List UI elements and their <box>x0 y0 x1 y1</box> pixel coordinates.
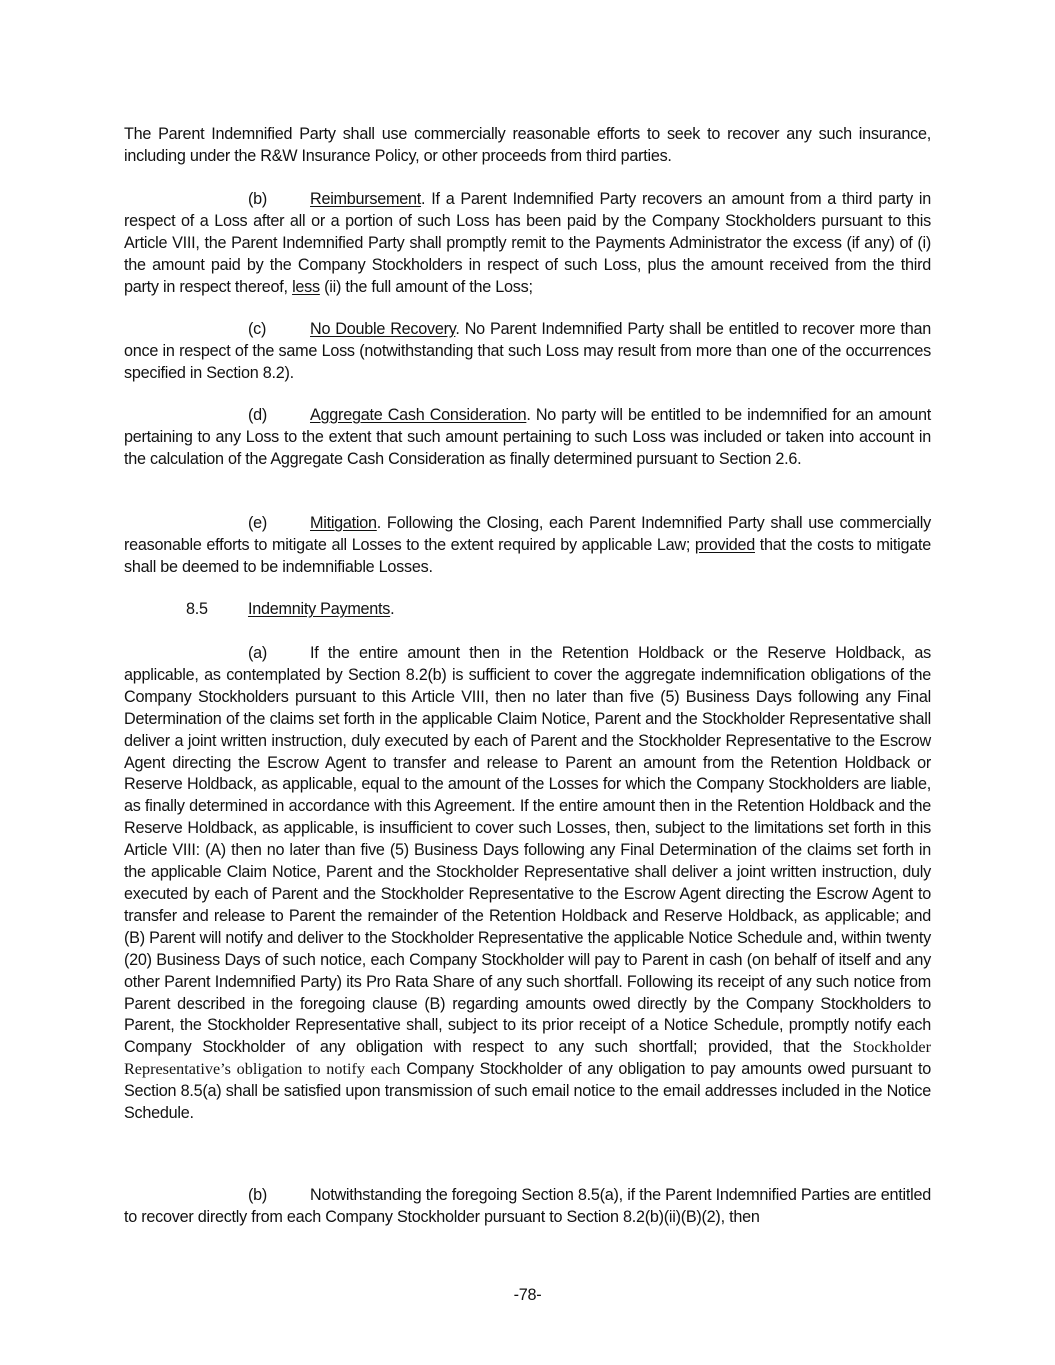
reimbursement-text-2: (ii) the full amount of the Loss; <box>319 277 533 296</box>
section-title-period: . <box>390 600 395 618</box>
page-number: -78- <box>513 1286 542 1304</box>
section-number: 8.5 <box>186 600 208 618</box>
clause-label-c: (c) <box>248 320 267 338</box>
paragraph-indemnity-b <box>124 1185 931 1229</box>
paragraph-intro <box>124 124 931 168</box>
clause-label-8-5-b: (b) <box>248 1186 268 1204</box>
indemnity-a-text-1: If the entire amount then in the Retention Holdback or the Reserve Holdback, as applicable, as contemplated by Section 8.2(b) is sufficient to cover the aggregate indemnification obligations of the Company Stockholders pursuant to this Article VIII, then no later than five (5) Business Days following any Final Determination of the claims set forth in the applicable Claim Notice, Parent and the Stockholder Representative shall deliver a joint written instruction, duly executed by each of Parent and the Stockholder Representative to the Escrow Agent directing the Escrow Agent to transfer and release to Parent an amount from the Retention Holdback or Reserve Holdback, as applicable, equal to the amount of the Losses for which the Company Stockholders are liable, as finally determined in accordance with this Agreement. If the entire amount then in the Retention Holdback and the Reserve Holdback, as applicable, is insufficient to cover such Losses, then, subject to the limitations set forth in this Article VIII: (A) then no later than five (5) Business Days following any Final Determination of the claims set forth in the applicable Claim Notice, Parent and the Stockholder Representative shall deliver a joint written instruction, duly executed by each of Parent and the Stockholder Representative to the Escrow Agent directing the Escrow Agent to transfer and release to Parent the remainder of the Retention Holdback and Reserve Holdback, as applicable; and (B) Parent will notify and deliver to the Stockholder Representative the applicable Notice Schedule and, within twenty (20) Business Days of such notice, each Company Stockholder will pay to Parent in cash (on behalf of itself and any other Parent Indemnified Party) its Pro Rata Share of any such shortfall. Following its receipt of any such notice from Parent described in the foregoing clause (B) regarding amounts owed directly by the Company Stockholders to Parent, the Stockholder Representative shall, subject to its prior receipt of a Notice Schedule, promptly notify each Company Stockholder of any obligation with respect to any such shortfall; provided, that the <box>124 644 931 1057</box>
paragraph-reimbursement <box>124 189 931 299</box>
paragraph-intro-text: The Parent Indemnified Party shall use commercially reasonable efforts to seek to recover any such insurance, including under the R&W Insurance Policy, or other proceeds from third parties. <box>124 125 931 165</box>
section-heading-8-5 <box>186 599 394 621</box>
clause-label-e: (e) <box>248 514 268 532</box>
clause-label-d: (d) <box>248 406 268 424</box>
heading-mitigation: Mitigation <box>310 514 377 532</box>
heading-no-double-recovery: No Double Recovery <box>310 320 456 338</box>
heading-reimbursement: Reimbursement <box>310 190 422 208</box>
section-title: Indemnity Payments <box>248 600 391 618</box>
no-double-recovery-text: . No Parent Indemnified Party shall be entitled to recover more than once in respect of the same Loss (notwithstanding that such Loss may result from more than one of the occurrences specified in Section 8.2). <box>124 320 931 382</box>
clause-label-b: (b) <box>248 190 268 208</box>
paragraph-aggregate-cash <box>124 405 931 471</box>
paragraph-indemnity-a <box>124 643 931 1125</box>
provided-term: provided <box>694 535 755 554</box>
clause-label-8-5-a: (a) <box>248 644 268 662</box>
aggregate-cash-text: . No party will be entitled to be indemnified for an amount pertaining to any Loss to the extent that such amount pertaining to such Loss was included or taken into account in the calculation of the Aggregate Cash Consideration as finally determined pursuant to Section 2.6. <box>124 406 932 468</box>
mitigation-text-1: . Following the Closing, each Parent Indemnified Party shall use commercially reasonable efforts to mitigate all Losses to the extent required by applicable Law; <box>124 514 931 554</box>
paragraph-mitigation <box>124 513 931 579</box>
paragraph-no-double-recovery <box>124 319 931 385</box>
indemnity-a-text-serif: Stockholder Representative’s obligation to notify each <box>124 1038 931 1079</box>
heading-aggregate-cash: Aggregate Cash Consideration <box>310 406 527 424</box>
indemnity-a-text-2: Company Stockholder of any obligation to pay amounts owed pursuant to Section 8.5(a) shall be satisfied upon transmission of such email notice to the email addresses included in the Notice Schedule. <box>124 1060 932 1123</box>
indemnity-b-text: Notwithstanding the foregoing Section 8.5(a), if the Parent Indemnified Parties are entitled to recover directly from each Company Stockholder pursuant to Section 8.2(b)(ii)(B)(2), then <box>124 1186 931 1226</box>
less-term: less <box>292 277 320 296</box>
mitigation-text-2: that the costs to mitigate shall be deemed to be indemnifiable Losses. <box>124 535 932 576</box>
reimbursement-text-1: . If a Parent Indemnified Party recovers an amount from a third party in respect of a Loss after all or a portion of such Loss has been paid by the Company Stockholders pursuant to this Article VIII, the Parent Indemnified Party shall promptly remit to the Payments Administrator the excess (if any) of (i) the amount paid by the Company Stockholders in respect of such Loss, plus the amount received from the third party in respect thereof, <box>124 190 931 296</box>
